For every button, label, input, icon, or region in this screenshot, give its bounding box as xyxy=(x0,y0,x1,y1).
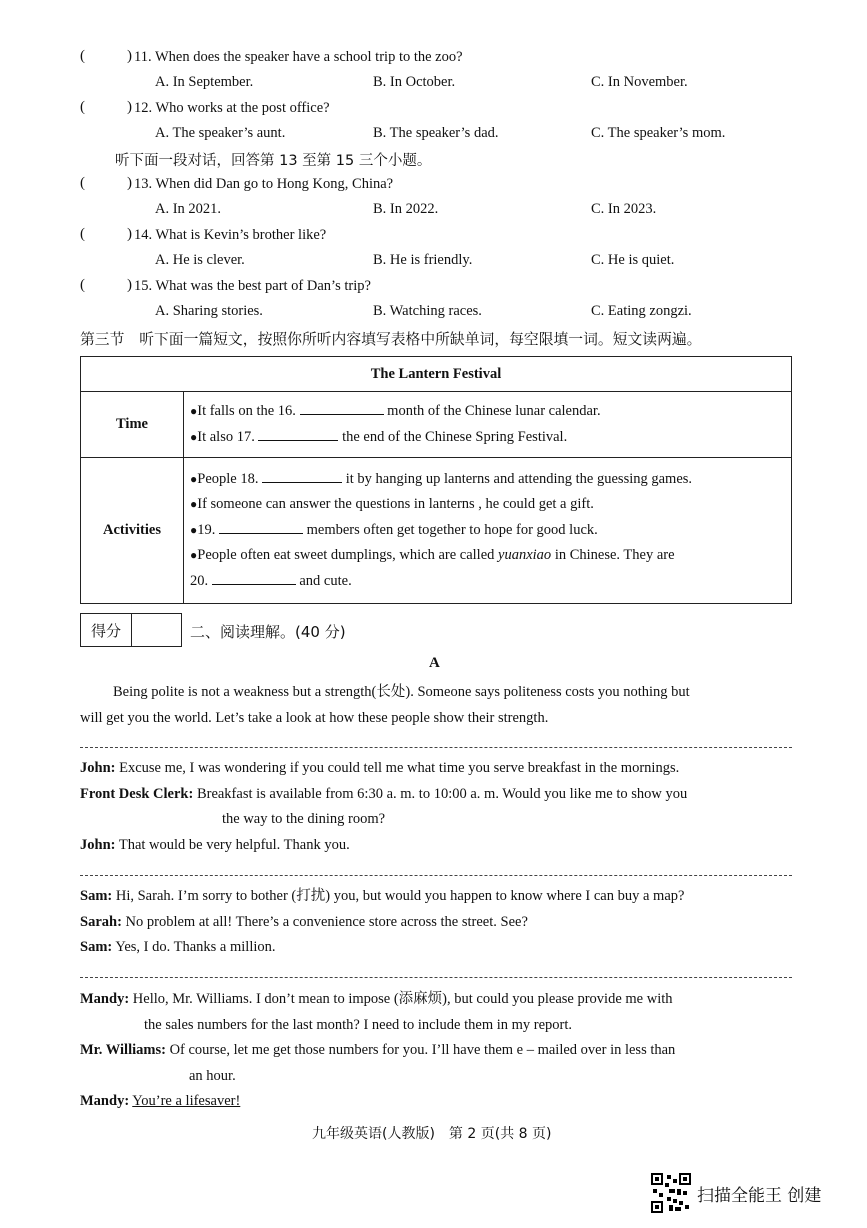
dialogue-instruction: 听下面一段对话，回答第 13 至第 15 三个小题。 xyxy=(115,153,432,169)
blank-17[interactable] xyxy=(258,428,338,441)
time-label: Time xyxy=(81,392,184,458)
dialogue-divider xyxy=(80,747,792,748)
dialogue-1 xyxy=(80,756,792,858)
passage-intro xyxy=(80,679,792,731)
speaker-name: Sam: xyxy=(80,939,113,955)
line-text: That would be very helpful. Thank you. xyxy=(115,836,350,853)
passage-letter: A xyxy=(429,655,440,671)
lantern-festival-table xyxy=(80,356,792,604)
option-a: A. Sharing stories. xyxy=(155,303,263,319)
row-text: It falls on the 16. xyxy=(197,403,296,419)
dialogue-line xyxy=(80,987,792,1013)
row-text: in Chinese. They are xyxy=(551,547,675,564)
bullet-icon: ● xyxy=(190,522,198,537)
blank-16[interactable] xyxy=(300,402,384,415)
answer-paren-open[interactable]: ( xyxy=(80,175,85,191)
question-text: 12. Who works at the post office? xyxy=(134,100,330,116)
scanner-watermark: 扫描全能王 创建 xyxy=(697,1186,822,1206)
answer-paren-open[interactable]: ( xyxy=(80,277,85,293)
blank-19[interactable] xyxy=(219,521,303,534)
row-text: It also 17. xyxy=(197,428,255,445)
row-text: 19. xyxy=(197,521,216,538)
dialogue-line-continued: the way to the dining room? xyxy=(222,811,386,827)
dialogue-line xyxy=(80,1038,792,1064)
bullet-icon: ● xyxy=(190,497,198,512)
answer-paren-open[interactable]: ( xyxy=(80,226,85,242)
line-text: Breakfast is available from 6:30 a. m. to 10:00 a. m. Would you like me to show you xyxy=(193,785,688,802)
part2-title: 二、阅读理解。(40 分) xyxy=(190,623,346,641)
answer-paren-open[interactable]: ( xyxy=(80,48,85,64)
blank-18[interactable] xyxy=(262,470,342,483)
dialogue-line xyxy=(80,1089,792,1115)
speaker-name: Mandy: xyxy=(80,1093,130,1109)
answer-paren-close: ) xyxy=(127,48,132,64)
answer-paren-close: ) xyxy=(127,99,132,115)
dialogue-line xyxy=(80,833,792,859)
option-c: C. Eating zongzi. xyxy=(591,303,692,319)
line-text: Hi, Sarah. I’m sorry to bother (打扰) you, but would you happen to know where I can buy a map? xyxy=(112,888,685,904)
row-text: People often eat sweet dumplings, which are called xyxy=(197,547,499,564)
row-text: it by hanging up lanterns and attending the guessing games. xyxy=(345,470,693,487)
dialogue-divider xyxy=(80,977,792,978)
option-b: B. Watching races. xyxy=(373,303,482,319)
activity-row-dumplings xyxy=(190,543,785,569)
speaker-name: Sam: xyxy=(80,888,113,904)
option-b: B. He is friendly. xyxy=(373,252,473,268)
activities-cell xyxy=(184,458,792,604)
bullet-icon: ● xyxy=(190,429,198,444)
blank-20[interactable] xyxy=(212,572,296,585)
bullet-icon: ● xyxy=(190,548,198,563)
activity-row-18 xyxy=(190,467,785,493)
option-b: B. In October. xyxy=(373,74,456,90)
activities-label: Activities xyxy=(81,458,184,604)
option-c: C. In November. xyxy=(591,74,688,90)
time-row-17 xyxy=(190,425,785,451)
row-text: month of the Chinese lunar calendar. xyxy=(387,403,601,419)
row-text: People 18. xyxy=(197,470,259,487)
activity-row-19 xyxy=(190,518,785,544)
speaker-name: John: xyxy=(80,760,116,776)
dialogue-line xyxy=(80,935,792,961)
speaker-name: Mr. Williams: xyxy=(80,1042,166,1058)
bullet-icon: ● xyxy=(190,471,198,486)
dialogue-line-continued: the sales numbers for the last month? I need to include them in my report. xyxy=(144,1016,573,1033)
page-footer: 九年级英语(人教版) 第 2 页(共 8 页) xyxy=(312,1126,552,1142)
question-text: 14. What is Kevin’s brother like? xyxy=(134,227,327,243)
speaker-name: Front Desk Clerk: xyxy=(80,785,194,802)
activity-row-20 xyxy=(190,569,785,595)
line-text: Of course, let me get those numbers for you. I’ll have them e – mailed over in less than xyxy=(165,1042,676,1058)
row-text: members often get together to hope for good luck. xyxy=(306,521,598,538)
row-text: and cute. xyxy=(299,572,352,589)
line-text: No problem at all! There’s a convenience store across the street. See? xyxy=(121,913,528,930)
row-text: the end of the Chinese Spring Festival. xyxy=(342,428,568,445)
option-a: A. He is clever. xyxy=(155,252,245,268)
activity-row-gift xyxy=(190,492,785,518)
row-text: 20. xyxy=(190,572,209,589)
question-text: 13. When did Dan go to Hong Kong, China? xyxy=(134,176,394,192)
intro-line-1: Being polite is not a weakness but a strength(长处). Someone says politeness costs you nothing but xyxy=(113,684,690,700)
row-text: If someone can answer the questions in lanterns , he could get a gift. xyxy=(197,496,594,513)
dialogue-3 xyxy=(80,987,792,1115)
option-c: C. The speaker’s mom. xyxy=(591,125,726,141)
speaker-name: John: xyxy=(80,836,116,853)
intro-line-2: will get you the world. Let’s take a look at how these people show their strength. xyxy=(80,710,549,726)
dialogue-line-continued: an hour. xyxy=(189,1067,236,1084)
score-box xyxy=(80,613,182,647)
line-text: Yes, I do. Thanks a million. xyxy=(112,939,276,955)
option-a: A. In September. xyxy=(155,74,254,90)
italic-term: yuanxiao xyxy=(498,547,552,564)
bullet-icon: ● xyxy=(190,404,198,418)
dialogue-line xyxy=(80,756,792,782)
time-row-16 xyxy=(190,399,785,425)
option-c: C. In 2023. xyxy=(591,201,657,217)
dialogue-line xyxy=(80,782,792,808)
answer-paren-close: ) xyxy=(127,277,132,293)
option-a: A. The speaker’s aunt. xyxy=(155,125,286,141)
time-cell xyxy=(184,392,792,458)
line-text: Hello, Mr. Williams. I don’t mean to impose (添麻烦), but could you please provide me with xyxy=(129,991,673,1007)
option-a: A. In 2021. xyxy=(155,201,222,217)
answer-paren-open[interactable]: ( xyxy=(80,99,85,115)
score-label: 得分 xyxy=(81,614,132,646)
option-b: B. The speaker’s dad. xyxy=(373,125,499,141)
dialogue-2 xyxy=(80,884,792,961)
line-text: Excuse me, I was wondering if you could tell me what time you serve breakfast in the mornings. xyxy=(115,760,680,776)
line-text-underlined: You’re a lifesaver! xyxy=(132,1093,241,1109)
table-title: The Lantern Festival xyxy=(81,357,792,392)
option-c: C. He is quiet. xyxy=(591,252,675,268)
dialogue-line xyxy=(80,910,792,936)
dialogue-line xyxy=(80,884,792,910)
answer-paren-close: ) xyxy=(127,226,132,242)
option-b: B. In 2022. xyxy=(373,201,439,217)
dialogue-divider xyxy=(80,875,792,876)
question-text: 15. What was the best part of Dan’s trip? xyxy=(134,278,371,294)
section3-instruction: 第三节 听下面一篇短文，按照你所听内容填写表格中所缺单词，每空限填一词。短文读两遍。 xyxy=(80,331,702,348)
speaker-name: Sarah: xyxy=(80,913,122,930)
answer-paren-close: ) xyxy=(127,175,132,191)
question-text: 11. When does the speaker have a school trip to the zoo? xyxy=(134,49,463,65)
score-field[interactable] xyxy=(132,614,181,646)
qr-code-icon xyxy=(651,1173,691,1213)
speaker-name: Mandy: xyxy=(80,991,130,1007)
